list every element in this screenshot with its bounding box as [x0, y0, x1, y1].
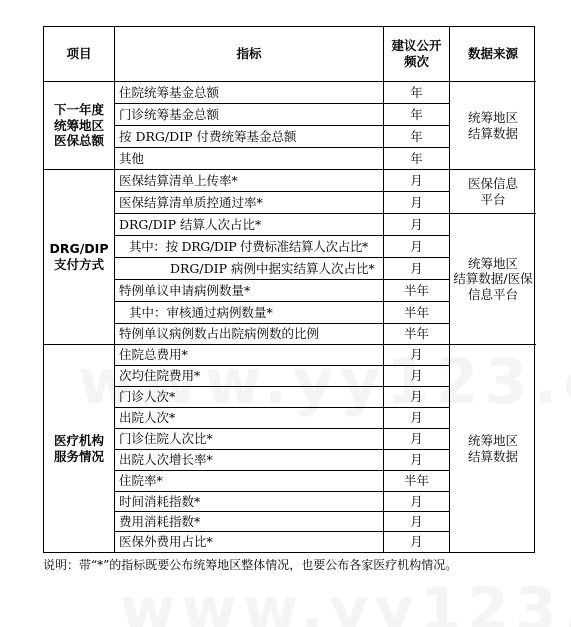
indicator-cell: 特例单议病例数占出院病例数的比例 — [115, 324, 384, 345]
frequency-cell: 半年 — [384, 280, 450, 302]
frequency-cell: 月 — [384, 387, 450, 408]
category-cell: DRG/DIP 支付方式 — [44, 170, 115, 345]
indicator-cell: 门诊住院人次比* — [115, 429, 384, 450]
indicator-cell: 其中：审核通过病例数量* — [115, 302, 384, 324]
indicator-cell: 其中：按 DRG/DIP 付费标准结算人次占比* — [115, 236, 384, 258]
source-cell: 统筹地区 结算数据/医保 信息平台 — [450, 214, 536, 345]
frequency-cell: 半年 — [384, 324, 450, 345]
indicator-table — [43, 26, 535, 553]
indicator-cell: 门诊统筹基金总额 — [115, 104, 384, 126]
indicator-cell: 出院人次* — [115, 408, 384, 429]
watermark-text-bottom — [120, 575, 571, 627]
frequency-cell: 月 — [384, 345, 450, 366]
frequency-cell: 年 — [384, 82, 450, 104]
indicator-cell: 医保结算清单质控通过率* — [115, 192, 384, 214]
frequency-cell: 月 — [384, 429, 450, 450]
header-frequency: 建议公开 频次 — [384, 27, 450, 82]
indicator-cell: 其他 — [115, 148, 384, 170]
frequency-cell: 月 — [384, 192, 450, 214]
frequency-cell: 半年 — [384, 302, 450, 324]
indicator-cell: 次均住院费用* — [115, 366, 384, 387]
frequency-cell: 月 — [384, 366, 450, 387]
indicator-cell: 特例单议申请病例数量* — [115, 280, 384, 302]
frequency-cell: 年 — [384, 126, 450, 148]
indicator-cell: 费用消耗指数* — [115, 512, 384, 532]
frequency-cell: 年 — [384, 148, 450, 170]
frequency-cell: 月 — [384, 170, 450, 192]
category-cell: 下一年度 统筹地区 医保总额 — [44, 82, 115, 170]
frequency-cell: 年 — [384, 104, 450, 126]
frequency-cell: 月 — [384, 236, 450, 258]
frequency-cell: 月 — [384, 408, 450, 429]
indicator-cell: 出院人次增长率* — [115, 450, 384, 471]
header-category: 项目 — [44, 27, 115, 82]
source-cell: 医保信息 平台 — [450, 170, 536, 214]
frequency-cell: 半年 — [384, 471, 450, 492]
frequency-cell: 月 — [384, 214, 450, 236]
category-cell: 医疗机构 服务情况 — [44, 345, 115, 552]
table-note: 说明：带“*”的指标既要公布统筹地区整体情况，也要公布各家医疗机构情况。 — [43, 558, 458, 572]
indicator-cell: 医保外费用占比* — [115, 532, 384, 552]
indicator-cell: 住院率* — [115, 471, 384, 492]
frequency-cell: 月 — [384, 532, 450, 552]
indicator-cell: 医保结算清单上传率* — [115, 170, 384, 192]
header-source: 数据来源 — [450, 27, 536, 82]
indicator-cell: 住院统筹基金总额 — [115, 82, 384, 104]
source-cell: 统筹地区 结算数据 — [450, 82, 536, 170]
frequency-cell: 月 — [384, 450, 450, 471]
indicator-cell: 按 DRG/DIP 付费统筹基金总额 — [115, 126, 384, 148]
source-cell: 统筹地区 结算数据 — [467, 432, 518, 464]
header-indicator: 指标 — [115, 27, 384, 82]
indicator-cell: 门诊人次* — [115, 387, 384, 408]
indicator-cell: DRG/DIP 病例中据实结算人次占比* — [115, 258, 384, 280]
frequency-cell: 月 — [384, 512, 450, 532]
indicator-cell: 住院总费用* — [115, 345, 384, 366]
indicator-cell: DRG/DIP 结算人次占比* — [115, 214, 384, 236]
frequency-cell: 月 — [384, 258, 450, 280]
indicator-cell: 时间消耗指数* — [115, 492, 384, 512]
frequency-cell: 月 — [384, 492, 450, 512]
